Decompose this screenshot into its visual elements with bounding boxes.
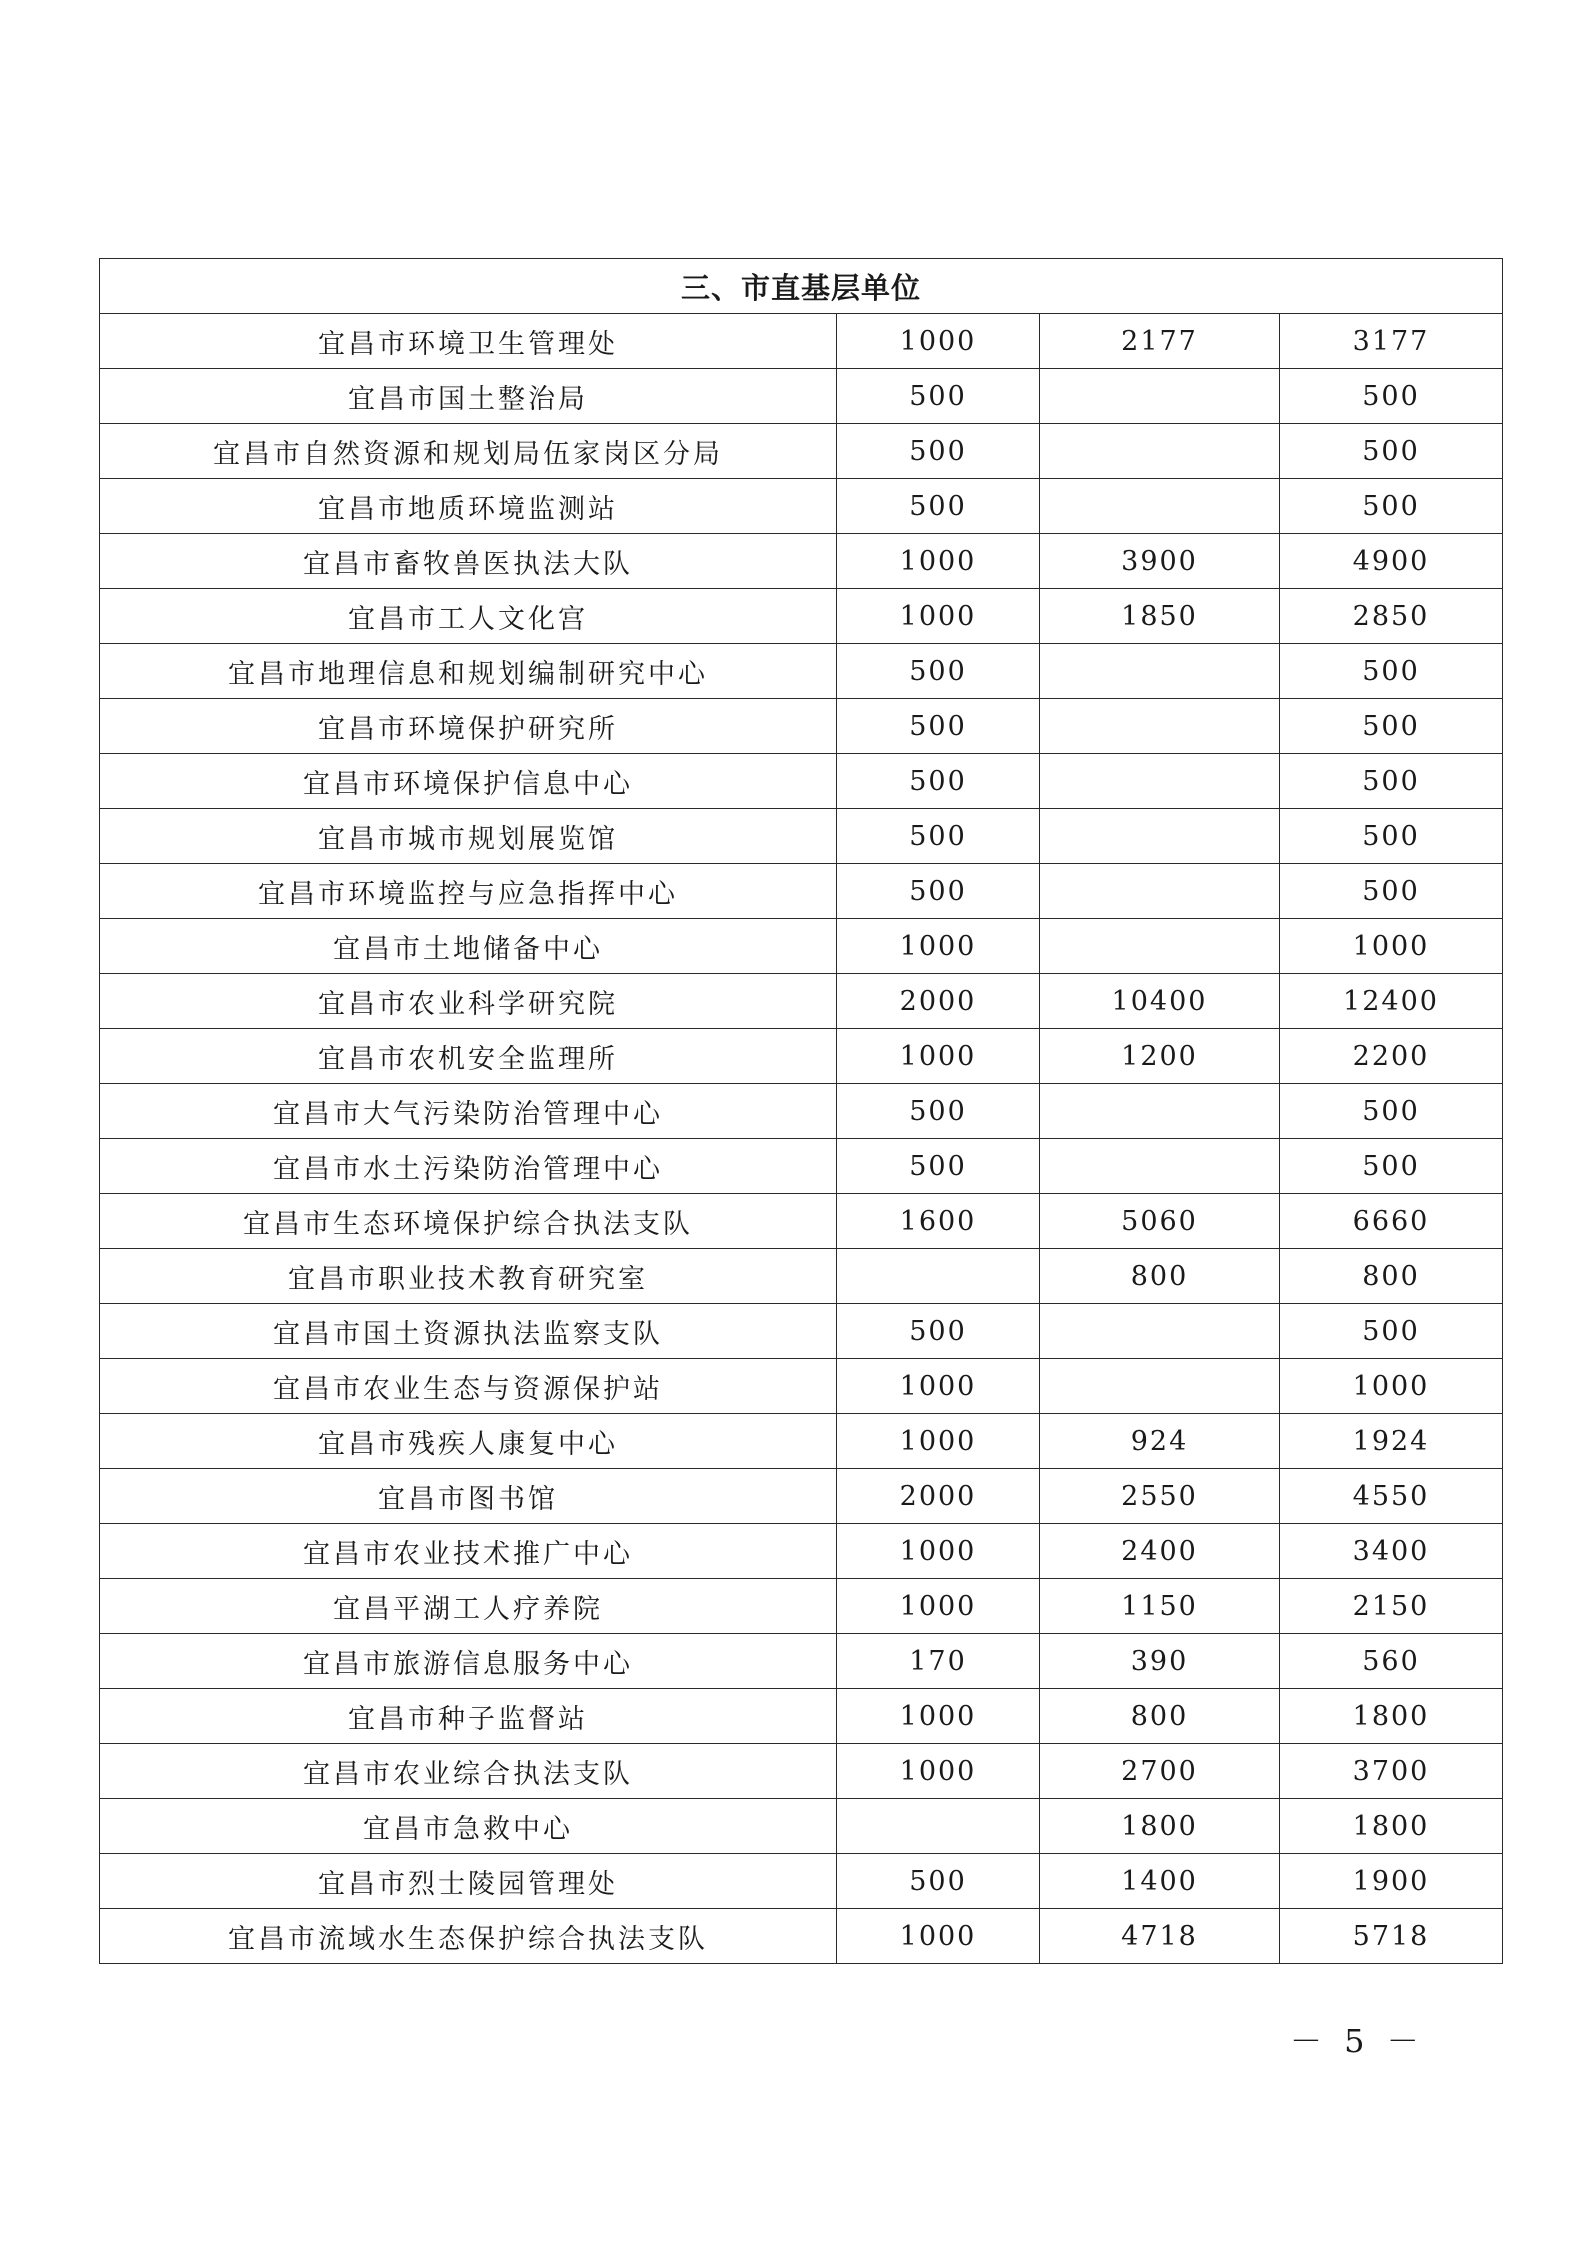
- value-cell-col2: 500: [837, 864, 1040, 919]
- unit-name-cell: 宜昌市土地储备中心: [100, 919, 837, 974]
- value-cell-col2: 1000: [837, 1744, 1040, 1799]
- total-cell: 800: [1280, 1249, 1503, 1304]
- table-row: [100, 1249, 1503, 1304]
- value-cell-col3: 4718: [1040, 1909, 1280, 1964]
- table-row: [100, 644, 1503, 699]
- value-cell-col3: 2550: [1040, 1469, 1280, 1524]
- total-cell: 500: [1280, 864, 1503, 919]
- value-cell-col3: [1040, 644, 1280, 699]
- total-cell: 2200: [1280, 1029, 1503, 1084]
- total-cell: 500: [1280, 754, 1503, 809]
- value-cell-col3: 5060: [1040, 1194, 1280, 1249]
- value-cell-col2: 500: [837, 1139, 1040, 1194]
- value-cell-col2: 1000: [837, 1029, 1040, 1084]
- value-cell-col3: 3900: [1040, 534, 1280, 589]
- unit-name-cell: 宜昌市环境保护研究所: [100, 699, 837, 754]
- value-cell-col2: 1000: [837, 589, 1040, 644]
- unit-name-cell: 宜昌市残疾人康复中心: [100, 1414, 837, 1469]
- unit-name-cell: 宜昌市职业技术教育研究室: [100, 1249, 837, 1304]
- total-cell: 3700: [1280, 1744, 1503, 1799]
- table-row: [100, 864, 1503, 919]
- value-cell-col2: 1600: [837, 1194, 1040, 1249]
- value-cell-col3: [1040, 699, 1280, 754]
- unit-name-cell: 宜昌市自然资源和规划局伍家岗区分局: [100, 424, 837, 479]
- total-cell: 500: [1280, 479, 1503, 534]
- value-cell-col2: [837, 1799, 1040, 1854]
- total-cell: 1800: [1280, 1689, 1503, 1744]
- unit-name-cell: 宜昌市种子监督站: [100, 1689, 837, 1744]
- table-row: [100, 699, 1503, 754]
- value-cell-col2: 1000: [837, 1579, 1040, 1634]
- total-cell: 4900: [1280, 534, 1503, 589]
- total-cell: 2150: [1280, 1579, 1503, 1634]
- unit-name-cell: 宜昌市农业技术推广中心: [100, 1524, 837, 1579]
- table-row: [100, 1634, 1503, 1689]
- unit-name-cell: 宜昌市烈士陵园管理处: [100, 1854, 837, 1909]
- unit-name-cell: 宜昌市旅游信息服务中心: [100, 1634, 837, 1689]
- table-row: [100, 1689, 1503, 1744]
- allocation-table: [99, 258, 1503, 1964]
- unit-name-cell: 宜昌市环境监控与应急指挥中心: [100, 864, 837, 919]
- unit-name-cell: 宜昌平湖工人疗养院: [100, 1579, 837, 1634]
- unit-name-cell: 宜昌市国土资源执法监察支队: [100, 1304, 837, 1359]
- unit-name-cell: 宜昌市农业生态与资源保护站: [100, 1359, 837, 1414]
- total-cell: 500: [1280, 1084, 1503, 1139]
- value-cell-col3: 390: [1040, 1634, 1280, 1689]
- total-cell: 1800: [1280, 1799, 1503, 1854]
- value-cell-col3: [1040, 424, 1280, 479]
- table-row: [100, 1909, 1503, 1964]
- table-row: [100, 974, 1503, 1029]
- total-cell: 500: [1280, 809, 1503, 864]
- table-row: [100, 369, 1503, 424]
- unit-name-cell: 宜昌市生态环境保护综合执法支队: [100, 1194, 837, 1249]
- value-cell-col2: 1000: [837, 919, 1040, 974]
- table-row: [100, 1084, 1503, 1139]
- value-cell-col3: 1800: [1040, 1799, 1280, 1854]
- value-cell-col3: [1040, 1304, 1280, 1359]
- value-cell-col2: 1000: [837, 314, 1040, 369]
- value-cell-col2: 500: [837, 754, 1040, 809]
- value-cell-col2: 500: [837, 1854, 1040, 1909]
- value-cell-col2: 500: [837, 1084, 1040, 1139]
- value-cell-col3: 924: [1040, 1414, 1280, 1469]
- value-cell-col2: 1000: [837, 1909, 1040, 1964]
- unit-name-cell: 宜昌市农机安全监理所: [100, 1029, 837, 1084]
- value-cell-col2: [837, 1249, 1040, 1304]
- table-row: [100, 1524, 1503, 1579]
- unit-name-cell: 宜昌市环境保护信息中心: [100, 754, 837, 809]
- table-row: [100, 1304, 1503, 1359]
- total-cell: 500: [1280, 699, 1503, 754]
- unit-name-cell: 宜昌市图书馆: [100, 1469, 837, 1524]
- total-cell: 500: [1280, 644, 1503, 699]
- total-cell: 5718: [1280, 1909, 1503, 1964]
- table-body: [100, 259, 1503, 1964]
- total-cell: 4550: [1280, 1469, 1503, 1524]
- table-row: [100, 424, 1503, 479]
- value-cell-col3: 1850: [1040, 589, 1280, 644]
- unit-name-cell: 宜昌市农业科学研究院: [100, 974, 837, 1029]
- value-cell-col2: 2000: [837, 974, 1040, 1029]
- table-row: [100, 1799, 1503, 1854]
- value-cell-col2: 1000: [837, 1359, 1040, 1414]
- unit-name-cell: 宜昌市城市规划展览馆: [100, 809, 837, 864]
- table-row: [100, 1194, 1503, 1249]
- value-cell-col3: [1040, 809, 1280, 864]
- unit-name-cell: 宜昌市急救中心: [100, 1799, 837, 1854]
- total-cell: 12400: [1280, 974, 1503, 1029]
- total-cell: 500: [1280, 1304, 1503, 1359]
- value-cell-col3: [1040, 479, 1280, 534]
- table-row: [100, 589, 1503, 644]
- table-row: [100, 754, 1503, 809]
- value-cell-col3: 1400: [1040, 1854, 1280, 1909]
- value-cell-col2: 500: [837, 699, 1040, 754]
- total-cell: 560: [1280, 1634, 1503, 1689]
- unit-name-cell: 宜昌市大气污染防治管理中心: [100, 1084, 837, 1139]
- table-row: [100, 1469, 1503, 1524]
- unit-name-cell: 宜昌市流域水生态保护综合执法支队: [100, 1909, 837, 1964]
- value-cell-col3: [1040, 1084, 1280, 1139]
- table-row: [100, 314, 1503, 369]
- value-cell-col3: 1150: [1040, 1579, 1280, 1634]
- value-cell-col3: [1040, 1139, 1280, 1194]
- table-row: [100, 809, 1503, 864]
- unit-name-cell: 宜昌市农业综合执法支队: [100, 1744, 837, 1799]
- total-cell: 2850: [1280, 589, 1503, 644]
- value-cell-col2: 500: [837, 479, 1040, 534]
- value-cell-col2: 500: [837, 424, 1040, 479]
- value-cell-col3: [1040, 1359, 1280, 1414]
- value-cell-col3: [1040, 864, 1280, 919]
- table-row: [100, 1744, 1503, 1799]
- value-cell-col2: 170: [837, 1634, 1040, 1689]
- total-cell: 1000: [1280, 1359, 1503, 1414]
- total-cell: 1900: [1280, 1854, 1503, 1909]
- value-cell-col3: 800: [1040, 1249, 1280, 1304]
- total-cell: 3177: [1280, 314, 1503, 369]
- value-cell-col3: [1040, 754, 1280, 809]
- page-number: － 5 －: [1290, 2022, 1425, 2060]
- table-row: [100, 1029, 1503, 1084]
- table-row: [100, 919, 1503, 974]
- total-cell: 500: [1280, 1139, 1503, 1194]
- section-header-row: [100, 259, 1503, 314]
- value-cell-col2: 1000: [837, 1689, 1040, 1744]
- value-cell-col3: 2400: [1040, 1524, 1280, 1579]
- value-cell-col3: 10400: [1040, 974, 1280, 1029]
- value-cell-col3: 1200: [1040, 1029, 1280, 1084]
- unit-name-cell: 宜昌市畜牧兽医执法大队: [100, 534, 837, 589]
- value-cell-col2: 1000: [837, 1524, 1040, 1579]
- unit-name-cell: 宜昌市地理信息和规划编制研究中心: [100, 644, 837, 699]
- value-cell-col2: 2000: [837, 1469, 1040, 1524]
- value-cell-col3: 800: [1040, 1689, 1280, 1744]
- table-row: [100, 479, 1503, 534]
- total-cell: 500: [1280, 424, 1503, 479]
- total-cell: 6660: [1280, 1194, 1503, 1249]
- value-cell-col3: 2700: [1040, 1744, 1280, 1799]
- section-title: 三、市直基层单位: [100, 259, 1503, 314]
- unit-name-cell: 宜昌市水土污染防治管理中心: [100, 1139, 837, 1194]
- table-row: [100, 1139, 1503, 1194]
- total-cell: 500: [1280, 369, 1503, 424]
- value-cell-col2: 500: [837, 644, 1040, 699]
- table-row: [100, 1414, 1503, 1469]
- value-cell-col2: 1000: [837, 534, 1040, 589]
- value-cell-col3: [1040, 369, 1280, 424]
- value-cell-col2: 500: [837, 809, 1040, 864]
- value-cell-col2: 500: [837, 1304, 1040, 1359]
- total-cell: 3400: [1280, 1524, 1503, 1579]
- value-cell-col3: 2177: [1040, 314, 1280, 369]
- total-cell: 1000: [1280, 919, 1503, 974]
- table-row: [100, 534, 1503, 589]
- value-cell-col2: 500: [837, 369, 1040, 424]
- unit-name-cell: 宜昌市工人文化宫: [100, 589, 837, 644]
- unit-name-cell: 宜昌市环境卫生管理处: [100, 314, 837, 369]
- total-cell: 1924: [1280, 1414, 1503, 1469]
- unit-name-cell: 宜昌市地质环境监测站: [100, 479, 837, 534]
- table-row: [100, 1359, 1503, 1414]
- table-row: [100, 1854, 1503, 1909]
- value-cell-col2: 1000: [837, 1414, 1040, 1469]
- value-cell-col3: [1040, 919, 1280, 974]
- unit-name-cell: 宜昌市国土整治局: [100, 369, 837, 424]
- table-row: [100, 1579, 1503, 1634]
